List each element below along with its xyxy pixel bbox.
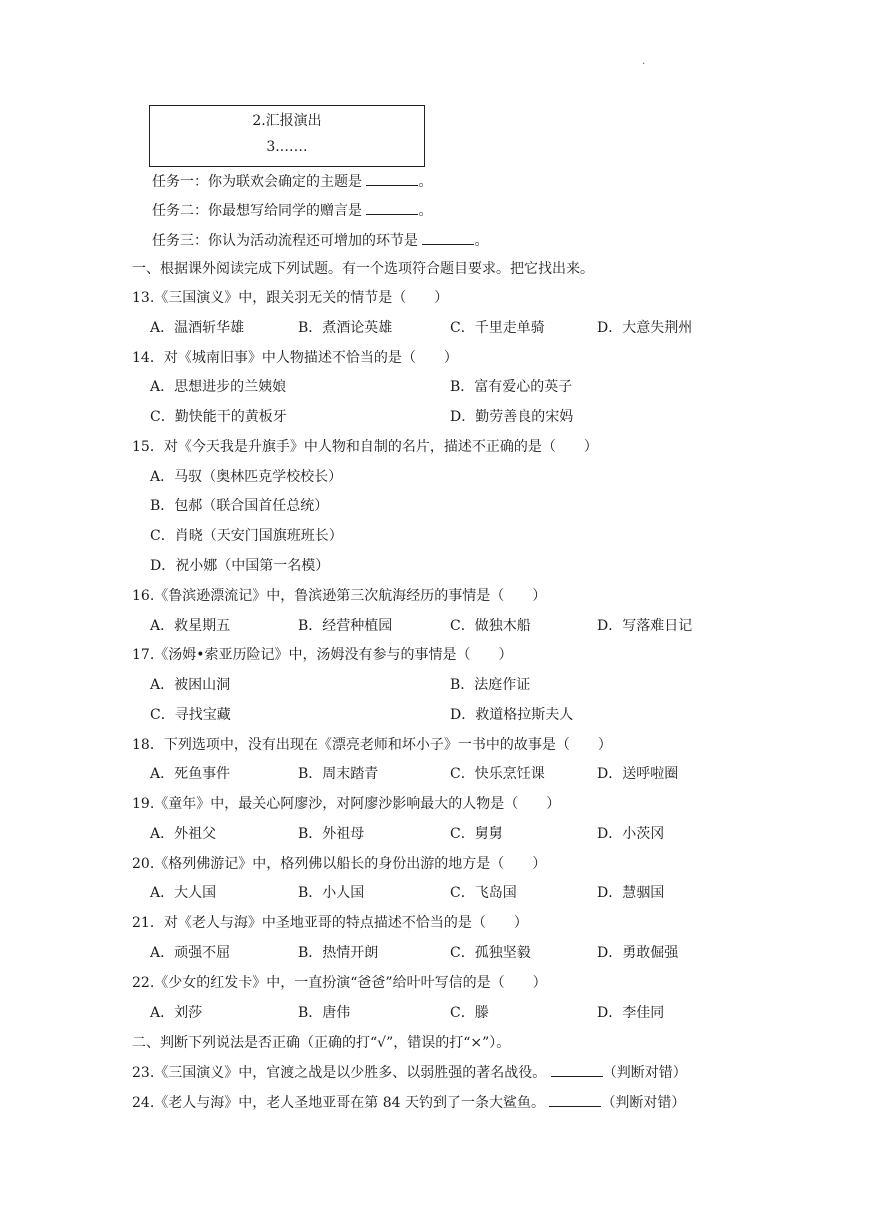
q13-option-b[interactable]: B．煮酒论英雄 — [298, 320, 393, 336]
q20-option-a[interactable]: A．大人国 — [150, 885, 217, 901]
q22-option-c[interactable]: C．滕 — [450, 1005, 489, 1021]
q21-option-c[interactable]: C．孤独坚毅 — [450, 945, 531, 961]
question-17-stem: 17.《汤姆•索亚历险记》中，汤姆没有参与的事情是（ ） — [132, 647, 513, 663]
task-1-blank[interactable] — [366, 171, 418, 186]
question-13-stem: 13.《三国演义》中，跟关羽无关的情节是（ ） — [132, 290, 449, 306]
q18-option-b[interactable]: B．周末踏青 — [298, 766, 379, 782]
q18-option-c[interactable]: C．快乐烹饪课 — [450, 766, 545, 782]
judgment-23-text: 23.《三国演义》中，官渡之战是以少胜多、以弱胜强的著名战役。 — [132, 1065, 551, 1081]
q18-option-a[interactable]: A．死鱼事件 — [150, 766, 231, 782]
page-dot: . — [642, 56, 646, 67]
program-line-3: 3.…… — [266, 139, 308, 155]
q21-option-d[interactable]: D．勇敢倔强 — [597, 945, 679, 961]
q20-option-d[interactable]: D．慧骃国 — [597, 885, 665, 901]
q20-option-b[interactable]: B．小人国 — [298, 885, 365, 901]
q22-option-b[interactable]: B．唐伟 — [298, 1005, 351, 1021]
judgment-23-blank[interactable] — [551, 1062, 603, 1077]
question-22-stem: 22.《少女的红发卡》中，一直扮演“爸爸”给叶叶写信的是（ ） — [132, 975, 547, 991]
q16-option-d[interactable]: D．写落难日记 — [597, 618, 693, 634]
section-1-heading: 一、根据课外阅读完成下列试题。有一个选项符合题目要求。把它找出来。 — [132, 261, 594, 277]
question-19-stem: 19.《童年》中，最关心阿廖沙，对阿廖沙影响最大的人物是（ ） — [132, 796, 561, 812]
q14-option-b[interactable]: B．富有爱心的英子 — [450, 379, 573, 395]
judgment-24-text: 24.《老人与海》中，老人圣地亚哥在第 84 天钓到了一条大鲨鱼。 — [132, 1095, 550, 1111]
q19-option-d[interactable]: D．小茨冈 — [597, 826, 665, 842]
q14-option-d[interactable]: D．勤劳善良的宋妈 — [450, 409, 574, 425]
question-18-stem: 18．下列选项中，没有出现在《漂亮老师和坏小子》一书中的故事是（ ） — [132, 737, 612, 753]
q15-option-c[interactable]: C．肖晓（天安门国旗班班长） — [150, 528, 343, 544]
q17-option-d[interactable]: D．救道格拉斯夫人 — [450, 707, 574, 723]
q16-option-c[interactable]: C．做独木船 — [450, 618, 531, 634]
task-3 — [152, 230, 488, 251]
question-15-stem: 15．对《今天我是升旗手》中人物和自制的名片，描述不正确的是（ ） — [132, 439, 598, 455]
task-1-text: 任务一：你为联欢会确定的主题是 — [152, 174, 367, 190]
q15-option-b[interactable]: B．包郝（联合国首任总统） — [150, 498, 329, 514]
q19-option-b[interactable]: B．外祖母 — [298, 826, 365, 842]
q21-option-a[interactable]: A．顽强不屈 — [150, 945, 231, 961]
judgment-24 — [132, 1092, 685, 1113]
q17-option-b[interactable]: B．法庭作证 — [450, 677, 531, 693]
q13-option-d[interactable]: D．大意失荆州 — [597, 320, 693, 336]
q16-option-a[interactable]: A．救星期五 — [150, 618, 231, 634]
task-1-end: 。 — [418, 174, 433, 190]
task-2-end: 。 — [418, 203, 433, 219]
program-box — [149, 105, 425, 167]
task-2-blank[interactable] — [366, 200, 418, 215]
q13-option-c[interactable]: C．千里走单骑 — [450, 320, 545, 336]
q21-option-b[interactable]: B．热情开朗 — [298, 945, 379, 961]
question-14-stem: 14．对《城南旧事》中人物描述不恰当的是（ ） — [132, 350, 458, 366]
q14-option-a[interactable]: A．思想进步的兰姨娘 — [150, 379, 287, 395]
section-2-heading: 二、判断下列说法是否正确（正确的打“√”，错误的打“×”）。 — [132, 1035, 511, 1051]
task-3-blank[interactable] — [422, 230, 474, 245]
judgment-23-suffix: （判断对错） — [602, 1065, 687, 1081]
task-3-end: 。 — [474, 233, 489, 249]
q15-option-d[interactable]: D．祝小娜（中国第一名模） — [150, 558, 330, 574]
q22-option-a[interactable]: A．刘莎 — [150, 1005, 203, 1021]
q19-option-c[interactable]: C．舅舅 — [450, 826, 503, 842]
judgment-23 — [132, 1062, 687, 1083]
task-2 — [152, 200, 432, 221]
q13-option-a[interactable]: A．温酒斩华雄 — [150, 320, 245, 336]
q18-option-d[interactable]: D．送呼啦圈 — [597, 766, 679, 782]
q17-option-a[interactable]: A．被困山洞 — [150, 677, 231, 693]
q20-option-c[interactable]: C．飞岛国 — [450, 885, 517, 901]
judgment-24-blank[interactable] — [549, 1092, 601, 1107]
judgment-24-suffix: （判断对错） — [601, 1095, 686, 1111]
task-3-text: 任务三：你认为活动流程还可增加的环节是 — [152, 233, 423, 249]
q22-option-d[interactable]: D．李佳同 — [597, 1005, 665, 1021]
q17-option-c[interactable]: C．寻找宝藏 — [150, 707, 231, 723]
q16-option-b[interactable]: B．经营种植园 — [298, 618, 393, 634]
q14-option-c[interactable]: C．勤快能干的黄板牙 — [150, 409, 287, 425]
q15-option-a[interactable]: A．马驭（奥林匹克学校校长） — [150, 469, 343, 485]
q19-option-a[interactable]: A．外祖父 — [150, 826, 217, 842]
question-20-stem: 20.《格列佛游记》中，格列佛以船长的身份出游的地方是（ ） — [132, 856, 547, 872]
question-16-stem: 16.《鲁滨逊漂流记》中，鲁滨逊第三次航海经历的事情是（ ） — [132, 588, 547, 604]
question-21-stem: 21．对《老人与海》中圣地亚哥的特点描述不恰当的是（ ） — [132, 915, 528, 931]
task-2-text: 任务二：你最想写给同学的赠言是 — [152, 203, 367, 219]
task-1 — [152, 171, 432, 192]
program-line-2: 2.汇报演出 — [252, 113, 322, 129]
